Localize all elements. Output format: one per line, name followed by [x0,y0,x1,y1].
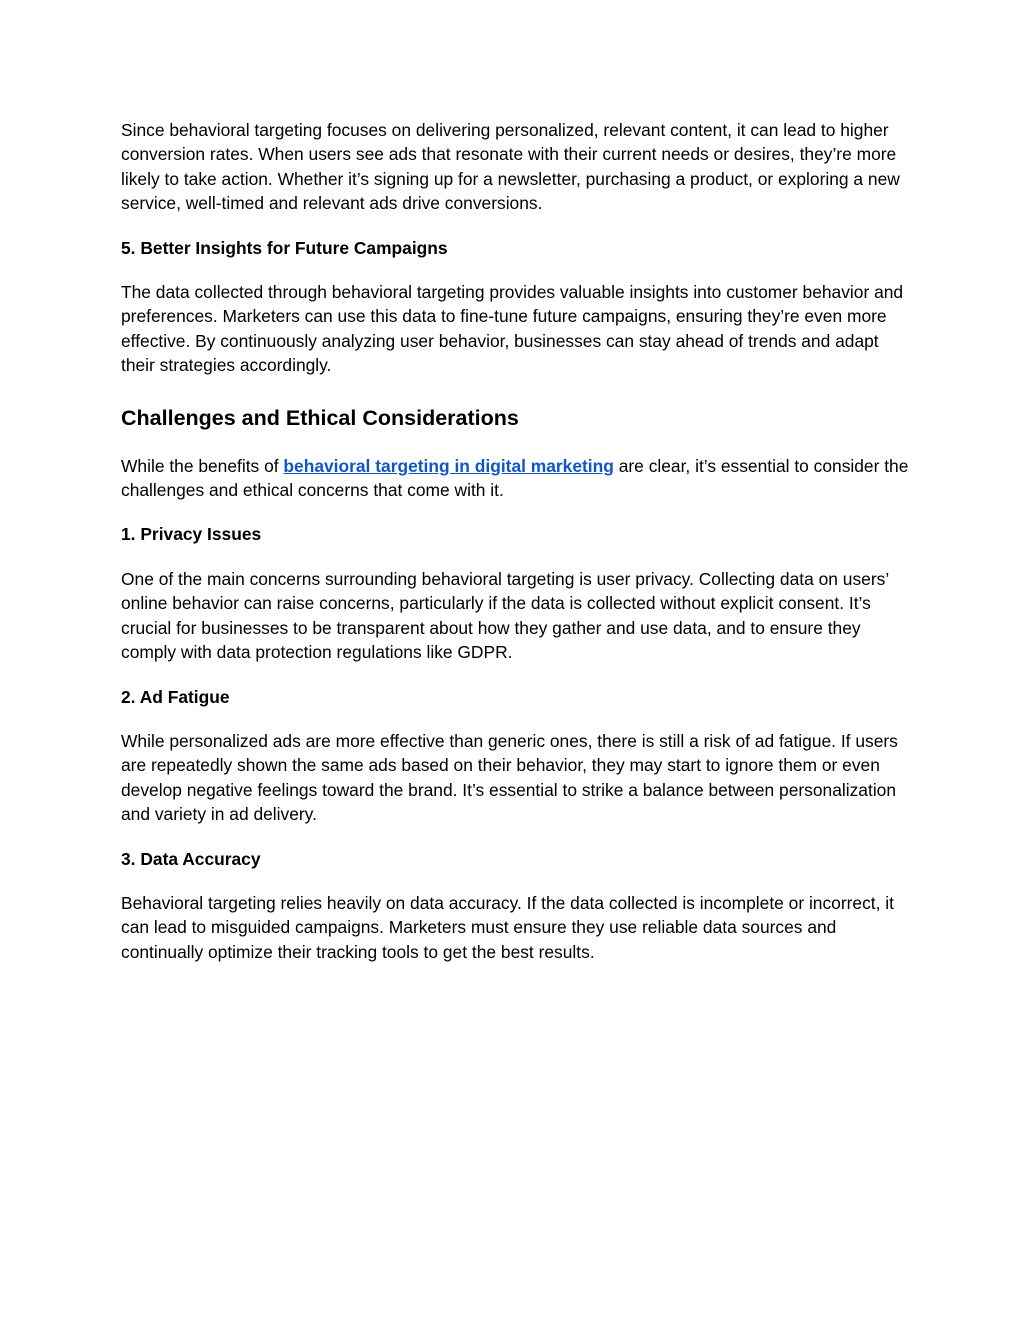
subheading-ad-fatigue: 2. Ad Fatigue [121,686,230,707]
paragraph-intro [121,454,911,503]
intro-text-after: are clear, it’s essential to consider the challenges and ethical concerns that come with it. [121,455,909,501]
subheading-privacy-issues: 1. Privacy Issues [121,524,262,545]
paragraph-conversion: Since behavioral targeting focuses on delivering personalized, relevant content, it can lead to higher conversion rates. When users see ads that resonate with their current needs or desires, they’re more likely to take action. Whether it’s signing up for a newsletter, purchasing a product, or exploring a new service, well-timed and relevant ads drive conversions. [121,120,900,214]
section-title-challenges: Challenges and Ethical Considerations [121,405,519,430]
behavioral-targeting-link[interactable]: behavioral targeting in digital marketing [283,455,614,476]
paragraph-privacy: One of the main concerns surrounding behavioral targeting is user privacy. Collecting data on users’ online behavior can raise concerns, particularly if the data is collected without explicit consent. It’s crucial for businesses to be transparent about how they gather and use data, and to ensure they comply with data protection regulations like GDPR. [121,568,889,663]
document-page [121,118,911,984]
subheading-data-accuracy: 3. Data Accuracy [121,848,261,869]
paragraph-data-accuracy: Behavioral targeting relies heavily on data accuracy. If the data collected is incomplete or incorrect, it can lead to misguided campaigns. Marketers must ensure they use reliable data sources and continually optimize their tracking tools to get the best results. [121,892,894,962]
intro-text-before: While the benefits of [121,455,284,476]
subheading-better-insights: 5. Better Insights for Future Campaigns [121,237,448,258]
paragraph-ad-fatigue: While personalized ads are more effective than generic ones, there is still a risk of ad fatigue. If users are repeatedly shown the same ads based on their behavior, they may start to ignore them or even develop negative feelings toward the brand. It’s essential to strike a balance between personalization and variety in ad delivery. [121,730,898,825]
paragraph-insights: The data collected through behavioral targeting provides valuable insights into customer behavior and preferences. Marketers can use this data to fine-tune future campaigns, ensuring they’re even more effective. By continuously analyzing user behavior, businesses can stay ahead of trends and adapt their strategies accordingly. [121,282,904,376]
